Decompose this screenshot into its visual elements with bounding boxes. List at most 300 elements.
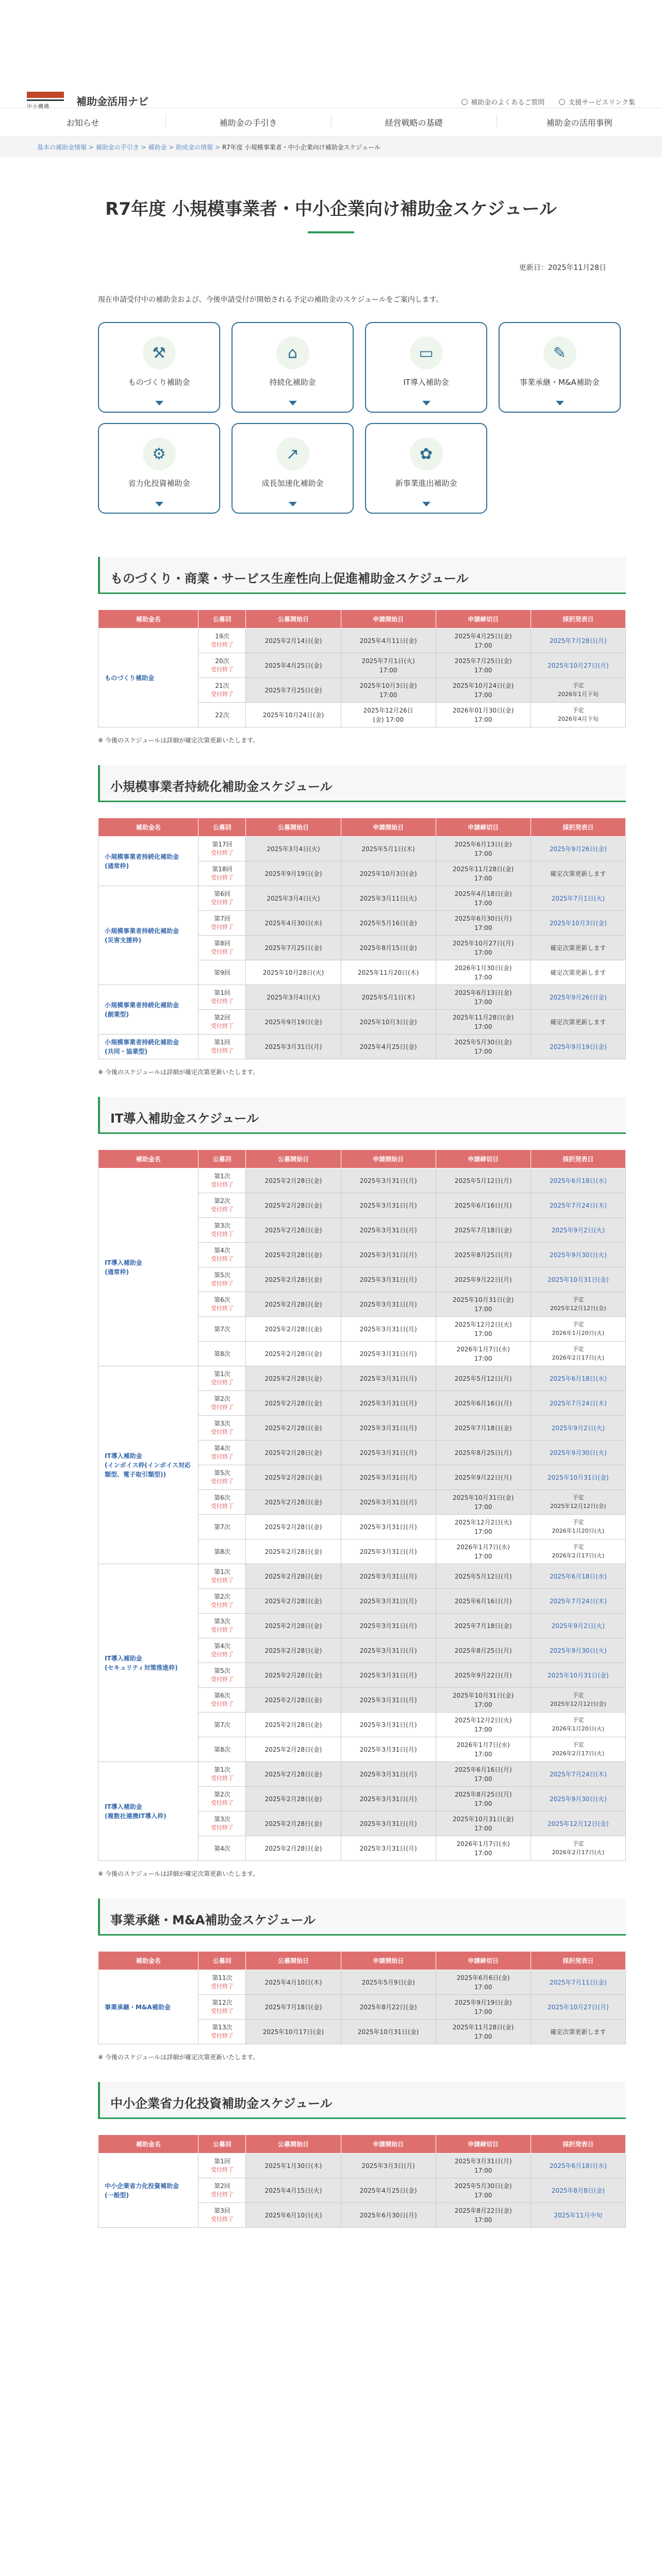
schedule-section	[98, 765, 626, 1076]
subsidy-card[interactable]	[365, 322, 487, 413]
schedule-table	[98, 1951, 626, 2044]
result-date-cell[interactable]: 2025年6月18日(水)	[531, 1168, 625, 1193]
apply-start-cell: 2025年3月31日(月)	[341, 1292, 436, 1317]
apply-start-cell: 2025年3月31日(月)	[341, 1638, 436, 1663]
apply-start-cell: 2025年3月31日(月)	[341, 1762, 436, 1787]
round-label: 第1次	[214, 1568, 230, 1576]
table-row	[98, 1564, 626, 1589]
subsidy-card[interactable]	[231, 423, 354, 514]
round-cell	[198, 1440, 246, 1465]
public-start-cell: 2025年1月30日(木)	[246, 2154, 341, 2178]
chevron-down-icon	[422, 502, 431, 506]
round-cell	[198, 1638, 246, 1663]
subsidy-card-label: ものづくり補助金	[128, 378, 190, 387]
logo-mark	[27, 92, 64, 109]
table-row	[98, 1168, 626, 1193]
round-cell	[198, 837, 246, 861]
title-underline	[308, 231, 354, 233]
apply-start-cell: 2025年10月3日(金)	[341, 1010, 436, 1035]
chevron-down-icon	[422, 401, 431, 405]
deadline-cell: 2025年6月16日(月)	[436, 1391, 531, 1416]
result-date-cell[interactable]: 2025年10月31日(金)	[531, 1663, 625, 1688]
public-start-cell: 2025年10月24日(金)	[246, 703, 341, 727]
column-header: 公募開始日	[246, 2135, 341, 2154]
status-badge: 受付終了	[210, 1478, 234, 1485]
round-label: 第1次	[214, 1173, 230, 1180]
deadline-cell: 2025年5月12日(月)	[436, 1564, 531, 1589]
result-date-cell: 確定次第更新します	[531, 861, 625, 886]
apply-start-cell: 2025年3月31日(月)	[341, 1168, 436, 1193]
public-start-cell: 2025年3月4日(火)	[246, 985, 341, 1010]
deadline-cell: 2025年8月25日(月) 17:00	[436, 1787, 531, 1811]
table-header-row	[98, 610, 626, 629]
round-cell	[198, 911, 246, 936]
subsidy-name[interactable]: IT導入補助金 (複数社連携IT導入枠)	[98, 1762, 198, 1861]
section-note: ※ 今後のスケジュールは詳細が確定次第更新いたします。	[98, 1870, 259, 1877]
section-heading: IT導入補助金スケジュール	[98, 1097, 626, 1134]
result-date-cell[interactable]: 2025年7月1日(火)	[531, 886, 625, 911]
site-logo[interactable]	[27, 92, 148, 109]
round-label: 第6回	[214, 890, 230, 898]
section-heading: ものづくり・商業・サービス生産性向上促進補助金スケジュール	[98, 557, 626, 594]
round-cell	[198, 1391, 246, 1416]
round-label: 第8次	[214, 1745, 230, 1753]
deadline-cell: 2026年1月30日(金) 17:00	[436, 960, 531, 985]
subsidy-card[interactable]	[98, 423, 220, 514]
result-date-cell: 予定 2026年2月17日(火)	[531, 1539, 625, 1564]
round-cell	[198, 1342, 246, 1366]
result-date-cell[interactable]: 2025年6月18日(水)	[531, 2154, 625, 2178]
round-label: 第5次	[214, 1272, 230, 1279]
schedule-section	[98, 1899, 626, 2061]
subsidy-card[interactable]	[231, 322, 354, 413]
round-label: 第7次	[214, 1721, 230, 1728]
round-label: 第2次	[214, 1197, 230, 1205]
result-date-cell[interactable]: 2025年9月2日(火)	[531, 1218, 625, 1243]
crumb-2[interactable]: 補助金の手引き	[95, 144, 139, 151]
support-links-link[interactable]	[559, 97, 635, 107]
result-date-cell: 予定 2025年12月12日(金)	[531, 1688, 625, 1713]
status-badge: 受付終了	[210, 1676, 234, 1683]
apply-start-cell: 2025年5月1日(木)	[341, 985, 436, 1010]
schedule-table	[98, 609, 626, 727]
nav-cases[interactable]: 補助金の活用事例	[496, 116, 662, 128]
round-label: 22次	[215, 711, 229, 719]
deadline-cell: 2025年8月25日(月)	[436, 1440, 531, 1465]
apply-start-cell: 2025年3月31日(月)	[341, 1366, 436, 1391]
question-icon	[461, 99, 468, 105]
round-label: 第6次	[214, 1296, 230, 1304]
column-header: 公募回	[198, 1952, 246, 1970]
column-header: 申請締切日	[436, 1150, 531, 1168]
shop-icon: ⌂	[276, 336, 309, 369]
deadline-cell: 2025年10月31日(金) 17:00	[436, 1811, 531, 1836]
subsidy-name[interactable]: IT導入補助金 (セキュリティ対策推進枠)	[98, 1564, 198, 1762]
tools-icon: ⚒	[143, 336, 176, 369]
nav-strategy[interactable]: 経営戦略の基礎	[331, 116, 496, 128]
public-start-cell: 2025年2月28日(金)	[246, 1342, 341, 1366]
apply-start-cell: 2025年4月11日(金)	[341, 629, 436, 653]
faq-link[interactable]	[461, 97, 544, 107]
column-header: 公募回	[198, 818, 246, 837]
column-header: 公募開始日	[246, 1952, 341, 1970]
result-date-cell: 予定 2026年1月20日(火)	[531, 1317, 625, 1342]
round-label: 第6次	[214, 1494, 230, 1502]
result-date-cell[interactable]: 2025年11月中旬	[531, 2203, 625, 2228]
column-header: 補助金名	[98, 610, 198, 629]
round-cell	[198, 1366, 246, 1391]
subsidy-name[interactable]: IT導入補助金 (インボイス枠(インボイス対応類型、電子取引類型))	[98, 1366, 198, 1564]
status-badge: 受付終了	[210, 1280, 234, 1287]
result-date-cell[interactable]: 2025年9月30日(火)	[531, 1638, 625, 1663]
round-cell	[198, 1035, 246, 1059]
public-start-cell: 2025年6月10日(火)	[246, 2203, 341, 2228]
status-badge: 受付終了	[210, 874, 234, 882]
deadline-cell: 2025年5月30日(金) 17:00	[436, 2178, 531, 2203]
apply-start-cell: 2025年3月31日(月)	[341, 1663, 436, 1688]
apply-start-cell: 2025年4月25日(金)	[341, 2178, 436, 2203]
result-date-cell[interactable]: 2025年10月31日(金)	[531, 1465, 625, 1490]
chevron-down-icon	[556, 401, 564, 405]
round-label: 第9回	[214, 969, 230, 976]
round-cell	[198, 1564, 246, 1589]
apply-start-cell: 2025年3月31日(月)	[341, 1267, 436, 1292]
subsidy-card[interactable]	[365, 423, 487, 514]
public-start-cell: 2025年2月28日(金)	[246, 1539, 341, 1564]
table-row	[98, 886, 626, 911]
result-date-cell[interactable]: 2025年9月2日(火)	[531, 1416, 625, 1440]
status-badge: 受付終了	[210, 2032, 234, 2040]
public-start-cell: 2025年4月10日(木)	[246, 1970, 341, 1995]
public-start-cell: 2025年2月28日(金)	[246, 1638, 341, 1663]
public-start-cell: 2025年2月28日(金)	[246, 1589, 341, 1614]
round-label: 第4次	[214, 1247, 230, 1255]
table-header-row	[98, 818, 626, 837]
round-cell	[198, 629, 246, 653]
result-date-cell[interactable]: 2025年8月8日(金)	[531, 2178, 625, 2203]
deadline-cell: 2025年6月6日(金) 17:00	[436, 1970, 531, 1995]
round-cell	[198, 1787, 246, 1811]
result-date-cell[interactable]: 2025年7月24日(木)	[531, 1762, 625, 1787]
round-label: 第11次	[212, 1974, 233, 1982]
table-row	[98, 629, 626, 653]
round-cell	[198, 1168, 246, 1193]
deadline-cell: 2025年6月30日(月) 17:00	[436, 911, 531, 936]
column-header: 補助金名	[98, 2135, 198, 2154]
subsidy-card[interactable]	[98, 322, 220, 413]
deadline-cell: 2025年5月12日(月)	[436, 1168, 531, 1193]
apply-start-cell: 2025年5月1日(木)	[341, 837, 436, 861]
round-label: 第3次	[214, 1618, 230, 1625]
subsidy-name[interactable]: IT導入補助金 (通常枠)	[98, 1168, 198, 1366]
result-date-cell[interactable]: 2025年7月24日(木)	[531, 1391, 625, 1416]
apply-start-cell: 2025年3月3日(月)	[341, 2154, 436, 2178]
crumb-4[interactable]: 助成金の情報	[176, 144, 213, 151]
status-badge: 受付終了	[210, 1577, 234, 1584]
subsidy-name[interactable]: 小規模事業者持続化補助金 (災害支援枠)	[98, 886, 198, 985]
status-badge: 受付終了	[210, 1206, 234, 1213]
nav-news[interactable]: お知らせ	[66, 118, 100, 128]
result-date-cell[interactable]: 2025年12月12日(金)	[531, 1811, 625, 1836]
breadcrumb: 基本の補助金情報 > 補助金の手引き > 補助金 > 助成金の情報 > R7年度 小規模事業者・中小企業向け補助金スケジュール	[0, 137, 662, 158]
table-row	[98, 1366, 626, 1391]
result-date-cell[interactable]: 2025年9月30日(火)	[531, 1440, 625, 1465]
deadline-cell: 2025年5月30日(金) 17:00	[436, 1035, 531, 1059]
site-name: 補助金活用ナビ	[76, 95, 148, 108]
status-badge: 受付終了	[210, 1429, 234, 1436]
column-header: 公募回	[198, 1150, 246, 1168]
deadline-cell: 2025年8月25日(月)	[436, 1243, 531, 1267]
status-badge: 受付終了	[210, 1800, 234, 1807]
result-date-cell: 予定 2026年2月17日(火)	[531, 1836, 625, 1861]
round-label: 第5次	[214, 1667, 230, 1675]
public-start-cell: 2025年2月28日(金)	[246, 1243, 341, 1267]
table-row	[98, 837, 626, 861]
round-cell	[198, 1589, 246, 1614]
subsidy-name[interactable]: 事業承継・M&A補助金	[98, 1970, 198, 2044]
result-date-cell[interactable]: 2025年7月24日(木)	[531, 1193, 625, 1218]
apply-start-cell: 2025年3月31日(月)	[341, 1193, 436, 1218]
status-badge: 受付終了	[210, 899, 234, 906]
public-start-cell: 2025年2月28日(金)	[246, 1267, 341, 1292]
column-header: 公募開始日	[246, 818, 341, 837]
section-note: ※ 今後のスケジュールは詳細が確定次第更新いたします。	[98, 737, 259, 744]
result-date-cell[interactable]: 2025年9月19日(金)	[531, 1035, 625, 1059]
subsidy-card-label: 省力化投資補助金	[128, 479, 190, 488]
deadline-cell: 2025年11月28日(金) 17:00	[436, 1010, 531, 1035]
laptop-icon: ▭	[410, 336, 443, 369]
public-start-cell: 2025年2月28日(金)	[246, 1490, 341, 1515]
status-badge: 受付終了	[210, 2191, 234, 2198]
apply-start-cell: 2025年3月31日(月)	[341, 1713, 436, 1737]
apply-start-cell: 2025年11月20日(木)	[341, 960, 436, 985]
result-date-cell[interactable]: 2025年9月30日(火)	[531, 1243, 625, 1267]
public-start-cell: 2025年2月28日(金)	[246, 1737, 341, 1762]
result-date-cell[interactable]: 2025年6月18日(水)	[531, 1564, 625, 1589]
round-cell	[198, 886, 246, 911]
deadline-cell: 2025年10月24日(金) 17:00	[436, 678, 531, 703]
status-badge: 受付終了	[210, 948, 234, 956]
support-link-label: 支援サービスリンク集	[568, 99, 635, 107]
subsidy-card-label: 持続化補助金	[269, 378, 316, 387]
column-header: 採択発表日	[531, 2135, 625, 2154]
apply-start-cell: 2025年12月26日 (金) 17:00	[341, 703, 436, 727]
apply-start-cell: 2025年10月31日(金)	[341, 2020, 436, 2044]
result-date-cell: 予定 2025年12月12日(金)	[531, 1292, 625, 1317]
faq-link-label: 補助金のよくあるご質問	[471, 99, 545, 107]
subsidy-name[interactable]: ものづくり補助金	[98, 629, 198, 727]
round-cell	[198, 2178, 246, 2203]
result-date-cell[interactable]: 2025年7月28日(月)	[531, 629, 625, 653]
apply-start-cell: 2025年3月31日(月)	[341, 1589, 436, 1614]
round-label: 第2次	[214, 1395, 230, 1403]
status-badge: 受付終了	[210, 2166, 234, 2174]
round-cell	[198, 1713, 246, 1737]
public-start-cell: 2025年4月15日(火)	[246, 2178, 341, 2203]
result-date-cell[interactable]: 2025年10月27日(月)	[531, 1995, 625, 2020]
result-date-cell[interactable]: 2025年9月26日(金)	[531, 985, 625, 1010]
status-badge: 受付終了	[210, 666, 234, 673]
public-start-cell: 2025年2月28日(金)	[246, 1416, 341, 1440]
column-header: 採択発表日	[531, 610, 625, 629]
round-label: 第1次	[214, 1370, 230, 1378]
column-header: 申請開始日	[341, 2135, 436, 2154]
round-label: 第2回	[214, 2182, 230, 2190]
result-date-cell[interactable]: 2025年7月11日(金)	[531, 1970, 625, 1995]
chevron-down-icon	[155, 502, 163, 506]
subsidy-name[interactable]: 中小企業省力化投資補助金 (一般型)	[98, 2154, 198, 2228]
table-row	[98, 985, 626, 1010]
public-start-cell: 2025年2月28日(金)	[246, 1465, 341, 1490]
public-start-cell: 2025年7月25日(金)	[246, 678, 341, 703]
round-cell	[198, 1737, 246, 1762]
deadline-cell: 2025年6月16日(月)	[436, 1589, 531, 1614]
status-badge: 受付終了	[210, 2216, 234, 2223]
site-header	[0, 0, 662, 108]
apply-start-cell: 2025年8月22日(金)	[341, 1995, 436, 2020]
status-badge: 受付終了	[210, 1453, 234, 1461]
round-cell	[198, 2203, 246, 2228]
round-cell	[198, 1836, 246, 1861]
schedule-table	[98, 2134, 626, 2228]
round-label: 第1回	[214, 989, 230, 997]
round-label: 第4次	[214, 1642, 230, 1650]
table-row	[98, 1970, 626, 1995]
round-cell	[198, 936, 246, 960]
public-start-cell: 2025年2月28日(金)	[246, 1440, 341, 1465]
crumb-3[interactable]: 補助金	[148, 144, 167, 151]
public-start-cell: 2025年2月28日(金)	[246, 1713, 341, 1737]
apply-start-cell: 2025年3月31日(月)	[341, 1440, 436, 1465]
apply-start-cell: 2025年3月31日(月)	[341, 1218, 436, 1243]
deadline-cell: 2025年6月16日(月)	[436, 1193, 531, 1218]
deadline-cell: 2025年10月31日(金) 17:00	[436, 1490, 531, 1515]
public-start-cell: 2025年9月19日(金)	[246, 1010, 341, 1035]
apply-start-cell: 2025年3月11日(火)	[341, 886, 436, 911]
deadline-cell: 2025年10月27日(月) 17:00	[436, 936, 531, 960]
column-header: 申請締切日	[436, 2135, 531, 2154]
table-row	[98, 2154, 626, 2178]
deadline-cell: 2025年7月18日(金)	[436, 1614, 531, 1638]
schedule-table	[98, 818, 626, 1059]
result-date-cell: 予定 2026年4月下旬	[531, 703, 625, 727]
status-badge: 受付終了	[210, 1231, 234, 1238]
deadline-cell: 2026年1月7日(水) 17:00	[436, 1539, 531, 1564]
status-badge: 受付終了	[210, 1824, 234, 1832]
apply-start-cell: 2025年6月30日(月)	[341, 2203, 436, 2228]
round-label: 第3回	[214, 2207, 230, 2215]
deadline-cell: 2025年10月31日(金) 17:00	[436, 1688, 531, 1713]
deadline-cell: 2025年12月2日(火) 17:00	[436, 1713, 531, 1737]
round-cell	[198, 1267, 246, 1292]
deadline-cell: 2025年7月18日(金)	[436, 1416, 531, 1440]
crumb-1[interactable]: 基本の補助金情報	[37, 144, 87, 151]
result-date-cell[interactable]: 2025年10月3日(金)	[531, 911, 625, 936]
status-badge: 受付終了	[210, 1023, 234, 1030]
status-badge: 受付終了	[210, 1181, 234, 1189]
status-badge: 受付終了	[210, 998, 234, 1005]
public-start-cell: 2025年2月28日(金)	[246, 1218, 341, 1243]
section-heading: 事業承継・M&A補助金スケジュール	[98, 1899, 626, 1936]
growth-icon: ↗	[276, 437, 309, 470]
deadline-cell: 2026年01月30日(金) 17:00	[436, 703, 531, 727]
deadline-cell: 2025年11月28日(金) 17:00	[436, 861, 531, 886]
table-header-row	[98, 1952, 626, 1970]
public-start-cell: 2025年2月28日(金)	[246, 1193, 341, 1218]
schedule-section	[98, 1097, 626, 1878]
column-header: 申請開始日	[341, 1952, 436, 1970]
status-badge: 受付終了	[210, 1701, 234, 1708]
status-badge: 受付終了	[210, 924, 234, 931]
public-start-cell: 2025年2月28日(金)	[246, 1317, 341, 1342]
apply-start-cell: 2025年3月31日(月)	[341, 1787, 436, 1811]
apply-start-cell: 2025年3月31日(月)	[341, 1243, 436, 1267]
apply-start-cell: 2025年10月3日(金)	[341, 861, 436, 886]
public-start-cell: 2025年4月30日(水)	[246, 911, 341, 936]
round-label: 第1次	[214, 1766, 230, 1774]
apply-start-cell: 2025年3月31日(月)	[341, 1737, 436, 1762]
public-start-cell: 2025年3月4日(火)	[246, 886, 341, 911]
round-label: 第2次	[214, 1593, 230, 1601]
public-start-cell: 2025年2月28日(金)	[246, 1688, 341, 1713]
apply-start-cell: 2025年8月15日(金)	[341, 936, 436, 960]
public-start-cell: 2025年7月25日(金)	[246, 936, 341, 960]
subsidy-card[interactable]	[499, 322, 621, 413]
apply-start-cell: 2025年3月31日(月)	[341, 1391, 436, 1416]
sprout-icon: ✿	[410, 437, 443, 470]
subsidy-name[interactable]: 小規模事業者持続化補助金 (共同・協業型)	[98, 1035, 198, 1059]
apply-start-cell: 2025年5月16日(金)	[341, 911, 436, 936]
schedule-section	[98, 557, 626, 744]
apply-start-cell: 2025年10月3日(金) 17:00	[341, 678, 436, 703]
subsidy-name[interactable]: 小規模事業者持続化補助金 (創業型)	[98, 985, 198, 1035]
deadline-cell: 2025年6月16日(月) 17:00	[436, 1762, 531, 1787]
public-start-cell: 2025年9月19日(金)	[246, 861, 341, 886]
chevron-down-icon	[289, 502, 297, 506]
round-label: 第7次	[214, 1523, 230, 1531]
public-start-cell: 2025年4月25日(金)	[246, 653, 341, 678]
result-date-cell[interactable]: 2025年6月18日(水)	[531, 1366, 625, 1391]
section-heading: 中小企業省力化投資補助金スケジュール	[98, 2082, 626, 2119]
subsidy-name[interactable]: 小規模事業者持続化補助金 (通常枠)	[98, 837, 198, 886]
result-date-cell[interactable]: 2025年10月27日(月)	[531, 653, 625, 678]
result-date-cell[interactable]: 2025年7月24日(木)	[531, 1589, 625, 1614]
page-title: R7年度 小規模事業者・中小企業向け補助金スケジュール	[105, 199, 557, 219]
round-cell	[198, 1193, 246, 1218]
public-start-cell: 2025年2月28日(金)	[246, 1836, 341, 1861]
table-row	[98, 1035, 626, 1059]
result-date-cell[interactable]: 2025年9月26日(金)	[531, 837, 625, 861]
crumb-current: R7年度 小規模事業者・中小企業向け補助金スケジュール	[222, 144, 380, 151]
status-badge: 受付終了	[210, 1626, 234, 1634]
deadline-cell: 2025年9月22日(月)	[436, 1465, 531, 1490]
column-header: 採択発表日	[531, 1150, 625, 1168]
round-cell	[198, 1317, 246, 1342]
result-date-cell[interactable]: 2025年9月2日(火)	[531, 1614, 625, 1638]
round-cell	[198, 1243, 246, 1267]
result-date-cell[interactable]: 2025年10月31日(金)	[531, 1267, 625, 1292]
section-note: ※ 今後のスケジュールは詳細が確定次第更新いたします。	[98, 1069, 259, 1076]
public-start-cell: 2025年2月28日(金)	[246, 1762, 341, 1787]
schedule-table	[98, 1149, 626, 1861]
intro-text: 現在申請受付中の補助金および、今後申請受付が開始される予定の補助金のスケジュールをご案内します。	[98, 296, 443, 304]
deadline-cell: 2025年6月13日(金) 17:00	[436, 985, 531, 1010]
status-badge: 受付終了	[210, 1047, 234, 1055]
deadline-cell: 2025年4月25日(金) 17:00	[436, 629, 531, 653]
round-cell	[198, 1292, 246, 1317]
result-date-cell[interactable]: 2025年9月30日(火)	[531, 1787, 625, 1811]
nav-guide[interactable]: 補助金の手引き	[166, 116, 331, 128]
